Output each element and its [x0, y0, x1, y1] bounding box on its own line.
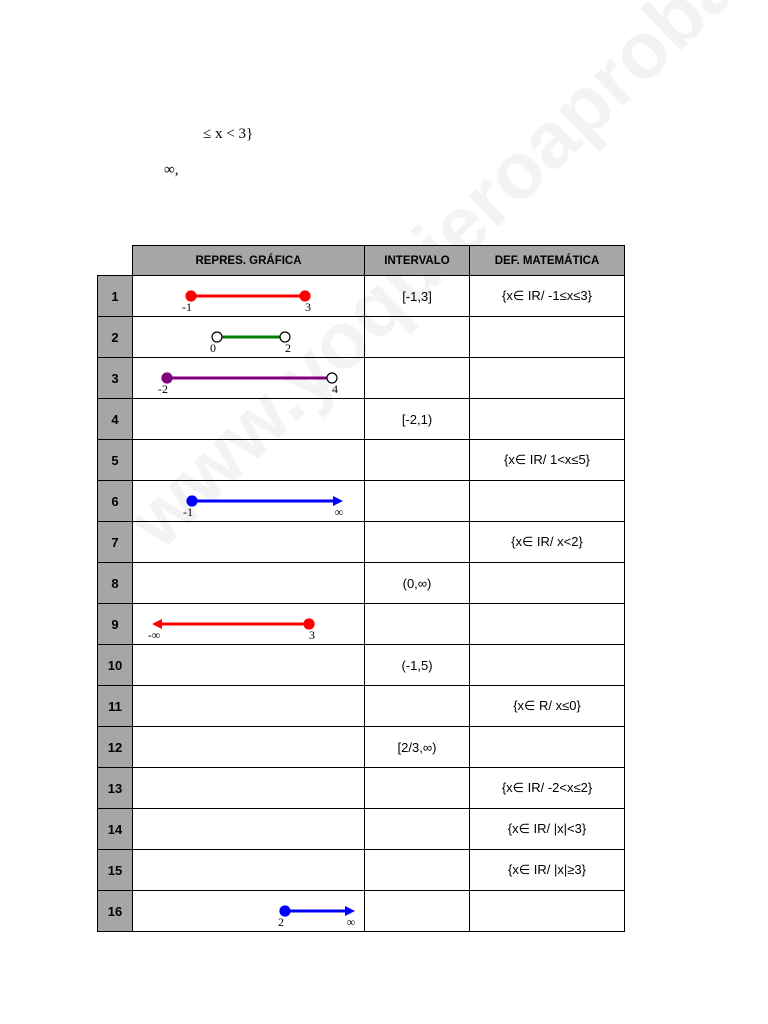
graphic-cell — [133, 809, 365, 850]
table-row — [98, 440, 625, 481]
endpoint-label: -1 — [183, 505, 193, 519]
definition-cell — [470, 399, 625, 440]
table-row — [98, 358, 625, 399]
interval-cell — [365, 768, 470, 809]
row-number: 1 — [98, 276, 133, 317]
endpoint-label: -∞ — [147, 628, 161, 642]
number-line — [133, 604, 364, 644]
table-body — [98, 276, 625, 932]
definition-cell: {x∈ IR/ x<2} — [470, 522, 625, 563]
definition-cell — [470, 645, 625, 686]
endpoint-label: 0 — [210, 341, 216, 355]
row-number: 5 — [98, 440, 133, 481]
endpoint-label: ∞ — [346, 915, 356, 929]
header-interval: INTERVALO — [365, 246, 470, 276]
graphic-cell — [133, 317, 365, 358]
endpoint-label: -2 — [158, 382, 168, 396]
row-number: 16 — [98, 891, 133, 932]
row-number: 7 — [98, 522, 133, 563]
row-number: 6 — [98, 481, 133, 522]
number-line — [133, 891, 364, 931]
intervals-table-wrapper — [97, 245, 625, 932]
graphic-cell — [133, 563, 365, 604]
definition-cell — [470, 358, 625, 399]
table-header-row — [98, 246, 625, 276]
definition-cell: {x∈ IR/ 1<x≤5} — [470, 440, 625, 481]
graphic-cell — [133, 727, 365, 768]
endpoint-label: 2 — [285, 341, 291, 355]
interval-cell: (0,∞) — [365, 563, 470, 604]
number-line — [133, 276, 364, 316]
table-row — [98, 317, 625, 358]
endpoint-label: 2 — [278, 915, 284, 929]
graphic-cell — [133, 768, 365, 809]
header-definition: DEF. MATEMÁTICA — [470, 246, 625, 276]
row-number: 2 — [98, 317, 133, 358]
intervals-table — [97, 245, 625, 932]
row-number: 12 — [98, 727, 133, 768]
row-number: 15 — [98, 850, 133, 891]
table-row — [98, 645, 625, 686]
interval-cell — [365, 317, 470, 358]
table-row — [98, 399, 625, 440]
definition-cell — [470, 727, 625, 768]
row-number: 4 — [98, 399, 133, 440]
number-line — [133, 358, 364, 398]
table-row — [98, 563, 625, 604]
graphic-cell — [133, 686, 365, 727]
graphic-cell — [133, 358, 365, 399]
interval-cell: [-2,1) — [365, 399, 470, 440]
table-row — [98, 850, 625, 891]
endpoint-label: 3 — [309, 628, 315, 642]
definition-cell — [470, 317, 625, 358]
row-number: 13 — [98, 768, 133, 809]
definition-cell — [470, 604, 625, 645]
graphic-cell — [133, 481, 365, 522]
definition-cell: {x∈ IR/ |x|<3} — [470, 809, 625, 850]
table-row — [98, 809, 625, 850]
endpoint-label: 4 — [332, 382, 338, 396]
graphic-cell — [133, 276, 365, 317]
table-row — [98, 604, 625, 645]
interval-cell — [365, 850, 470, 891]
graphic-cell — [133, 645, 365, 686]
definition-cell: {x∈ IR/ -1≤x≤3} — [470, 276, 625, 317]
interval-cell — [365, 481, 470, 522]
interval-cell — [365, 604, 470, 645]
graphic-cell — [133, 522, 365, 563]
endpoint-label: -1 — [182, 300, 192, 314]
table-row — [98, 686, 625, 727]
header-graphic: REPRES. GRÁFICA — [133, 246, 365, 276]
definition-cell — [470, 481, 625, 522]
text-fragment-2: ∞, — [164, 162, 179, 178]
number-line — [133, 317, 364, 357]
definition-cell: {x∈ IR/ |x|≥3} — [470, 850, 625, 891]
interval-cell — [365, 440, 470, 481]
graphic-cell — [133, 399, 365, 440]
interval-cell: (-1,5) — [365, 645, 470, 686]
graphic-cell — [133, 604, 365, 645]
interval-cell — [365, 891, 470, 932]
table-row — [98, 276, 625, 317]
interval-cell — [365, 358, 470, 399]
interval-cell — [365, 809, 470, 850]
table-row — [98, 727, 625, 768]
number-line — [133, 481, 364, 521]
row-number: 10 — [98, 645, 133, 686]
interval-cell — [365, 686, 470, 727]
row-number: 3 — [98, 358, 133, 399]
endpoint-label: ∞ — [334, 505, 344, 519]
header-corner — [98, 246, 133, 276]
row-number: 8 — [98, 563, 133, 604]
row-number: 9 — [98, 604, 133, 645]
graphic-cell — [133, 891, 365, 932]
row-number: 11 — [98, 686, 133, 727]
endpoint-label: 3 — [305, 300, 311, 314]
table-row — [98, 891, 625, 932]
definition-cell: {x∈ IR/ -2<x≤2} — [470, 768, 625, 809]
interval-cell — [365, 522, 470, 563]
interval-cell: [-1,3] — [365, 276, 470, 317]
table-row — [98, 522, 625, 563]
table-row — [98, 768, 625, 809]
table-row — [98, 481, 625, 522]
row-number: 14 — [98, 809, 133, 850]
interval-cell: [2/3,∞) — [365, 727, 470, 768]
definition-cell: {x∈ R/ x≤0} — [470, 686, 625, 727]
text-fragment-1: ≤ x < 3} — [203, 126, 254, 142]
graphic-cell — [133, 850, 365, 891]
definition-cell — [470, 563, 625, 604]
graphic-cell — [133, 440, 365, 481]
definition-cell — [470, 891, 625, 932]
